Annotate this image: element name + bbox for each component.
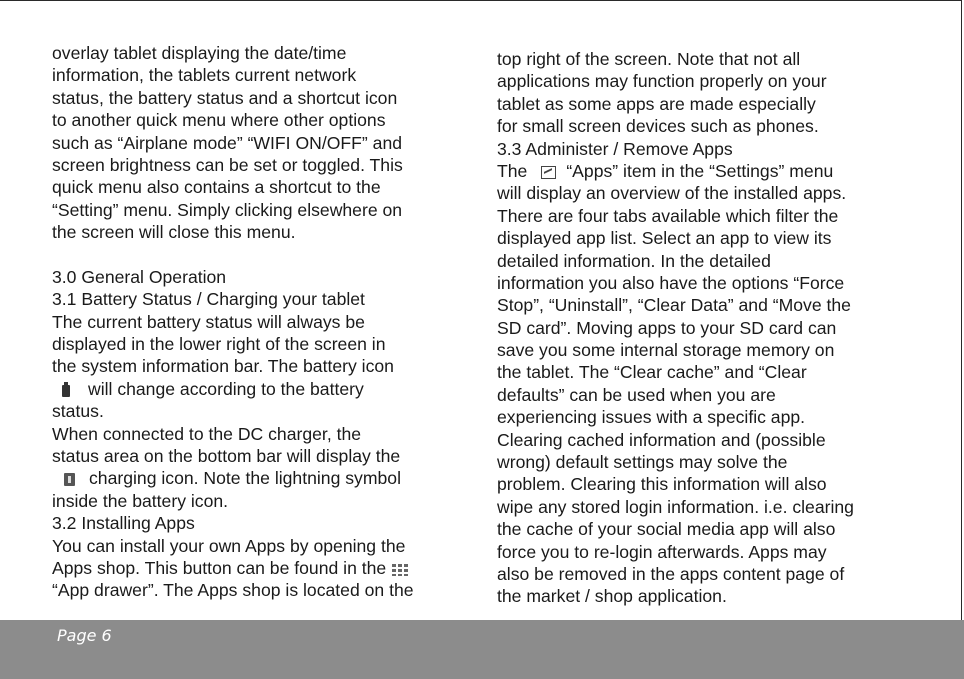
text-line: inside the battery icon. [52, 490, 229, 511]
text-line: top right of the screen. Note that not all [497, 49, 801, 69]
section-heading-installing: 3.2 Installing Apps [52, 513, 195, 534]
text-line: You can install your own Apps by opening the [52, 535, 406, 556]
text-line: tablet as some apps are made especially [497, 93, 816, 114]
text-line: the system information bar. The battery icon [52, 356, 394, 377]
app-drawer-grid-icon [392, 564, 408, 576]
text-line: status area on the bottom bar will display the [52, 446, 401, 467]
text-line-with-icon [52, 467, 462, 489]
battery-icon-text: will change according to the battery [88, 378, 364, 399]
text-line: SD card”. Moving apps to your SD card can [497, 317, 837, 338]
text-line: also be removed in the apps content page of [497, 563, 845, 584]
charging-icon-text: charging icon. Note the lightning symbol [89, 468, 401, 489]
text-line: overlay tablet displaying the date/time [52, 43, 347, 63]
text-line: applications may function properly on your [497, 71, 827, 92]
text-line: When connected to the DC charger, the [52, 423, 362, 444]
text-line: There are four tabs available which filter the [497, 205, 839, 226]
page-footer [0, 620, 964, 679]
install-text: Apps shop. This button can be found in the [52, 557, 387, 578]
text-line: displayed app list. Select an app to view its [497, 228, 832, 249]
text-line-with-icon [52, 378, 462, 400]
text-line: status. [52, 401, 104, 422]
text-line: information you also have the options “Force [497, 272, 845, 293]
text-line: wrong) default settings may solve the [497, 452, 788, 473]
text-line: experiencing issues with a specific app. [497, 407, 806, 428]
text-line: force you to re-login afterwards. Apps may [497, 541, 827, 562]
text-line: the cache of your social media app will also [497, 519, 836, 540]
the-word: The [497, 160, 528, 181]
text-line: Clearing cached information and (possible [497, 429, 826, 450]
text-line: information, the tablets current network [52, 65, 357, 86]
text-line: the market / shop application. [497, 586, 727, 607]
text-line: “Setting” menu. Simply clicking elsewhere on [52, 199, 403, 220]
text-line: The current battery status will always be [52, 311, 365, 332]
text-line: save you some internal storage memory on [497, 340, 835, 361]
text-line: problem. Clearing this information will also [497, 474, 827, 495]
text-line: defaults” can be used when you are [497, 384, 776, 405]
left-column [52, 42, 462, 602]
settings-apps-icon [541, 166, 556, 179]
text-line: detailed information. In the detailed [497, 250, 771, 271]
text-line: screen brightness can be set or toggled. This [52, 154, 403, 175]
right-column [497, 48, 907, 608]
text-line: status, the battery status and a shortcut icon [52, 87, 398, 108]
paragraph-gap [52, 244, 462, 266]
page-number: Page 6 [57, 626, 112, 645]
section-heading-administer: 3.3 Administer / Remove Apps [497, 138, 733, 159]
section-heading-battery: 3.1 Battery Status / Charging your tablet [52, 289, 365, 310]
text-line: will display an overview of the installed apps. [497, 183, 847, 204]
text-line: quick menu also contains a shortcut to the [52, 177, 381, 198]
text-line: wipe any stored login information. i.e. clearing [497, 496, 854, 517]
apps-item-text: “Apps” item in the “Settings” menu [566, 160, 834, 181]
text-line: the screen will close this menu. [52, 222, 296, 243]
text-line: the tablet. The “Clear cache” and “Clear [497, 362, 807, 383]
text-line-with-icon [52, 557, 462, 579]
text-line: “App drawer”. The Apps shop is located on the [52, 580, 414, 601]
text-line: such as “Airplane mode” “WIFI ON/OFF” and [52, 132, 403, 153]
text-line: to another quick menu where other options [52, 110, 386, 131]
text-line: Stop”, “Uninstall”, “Clear Data” and “Move the [497, 295, 851, 316]
section-heading-general: 3.0 General Operation [52, 266, 227, 287]
text-line: for small screen devices such as phones. [497, 116, 819, 137]
text-line: displayed in the lower right of the screen in [52, 334, 386, 355]
charging-icon [64, 473, 75, 486]
battery-icon [62, 385, 70, 397]
text-line-with-icon [497, 160, 907, 182]
